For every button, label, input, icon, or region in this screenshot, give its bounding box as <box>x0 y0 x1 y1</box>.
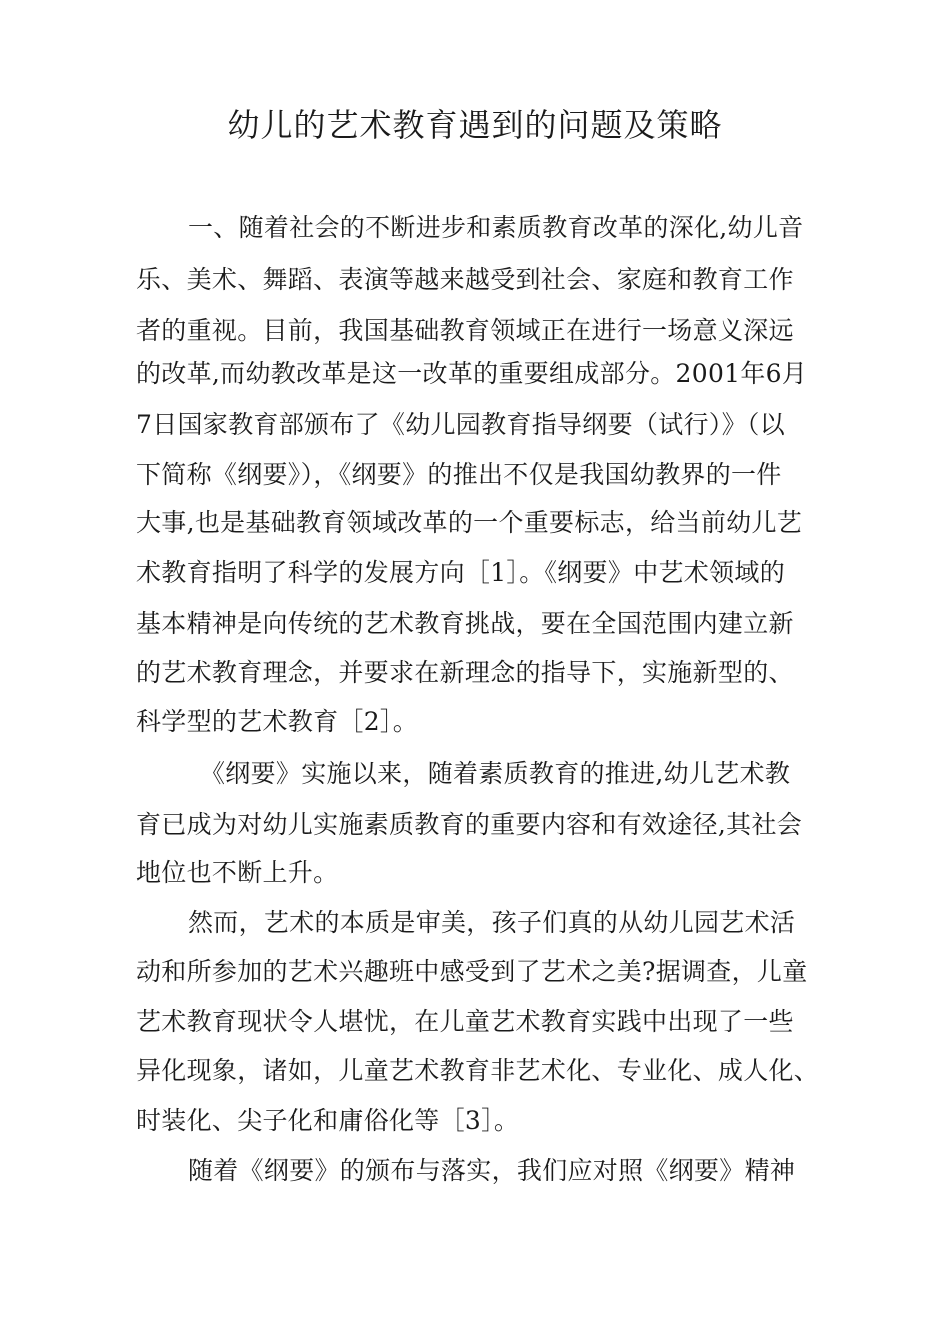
text-line: 乐、美术、舞蹈、表演等越来越受到社会、家庭和教育工作 <box>136 265 794 294</box>
text-line: 的改革,而幼教改革是这一改革的重要组成部分。2001年6月 <box>136 359 808 388</box>
text-line: 一、随着社会的不断进步和素质教育改革的深化,幼儿音 <box>188 213 804 242</box>
text-line: 然而，艺术的本质是审美，孩子们真的从幼儿园艺术活 <box>188 908 796 937</box>
text-line: 异化现象，诸如，儿童艺术教育非艺术化、专业化、成人化、 <box>136 1056 820 1085</box>
text-line: 基本精神是向传统的艺术教育挑战，要在全国范围内建立新 <box>136 609 794 638</box>
text-line: 随着《纲要》的颁布与落实，我们应对照《纲要》精神 <box>188 1156 796 1185</box>
text-line: 术教育指明了科学的发展方向［1］。《纲要》中艺术领域的 <box>136 558 786 587</box>
text-line: 科学型的艺术教育［2］。 <box>136 707 419 736</box>
text-line: 大事,也是基础教育领域改革的一个重要标志，给当前幼儿艺 <box>136 508 803 537</box>
text-line: 时装化、尖子化和庸俗化等［3］。 <box>136 1106 520 1135</box>
text-line: 《纲要》实施以来，随着素质教育的推进,幼儿艺术教 <box>200 759 791 788</box>
text-line: 者的重视。目前，我国基础教育领域正在进行一场意义深远 <box>136 316 794 345</box>
text-line: 育已成为对幼儿实施素质教育的重要内容和有效途径,其社会 <box>136 810 803 839</box>
text-line: 7日国家教育部颁布了《幼儿园教育指导纲要（试行）》（以 <box>136 410 786 439</box>
document-title: 幼儿的艺术教育遇到的问题及策略 <box>227 106 723 144</box>
text-line: 艺术教育现状令人堪忧，在儿童艺术教育实践中出现了一些 <box>136 1007 794 1036</box>
text-line: 下简称《纲要》），《纲要》的推出不仅是我国幼教界的一件 <box>136 460 782 489</box>
text-line: 地位也不断上升。 <box>136 858 339 887</box>
text-line: 动和所参加的艺术兴趣班中感受到了艺术之美?据调查，儿童 <box>136 957 808 986</box>
text-line: 的艺术教育理念，并要求在新理念的指导下，实施新型的、 <box>136 658 794 687</box>
